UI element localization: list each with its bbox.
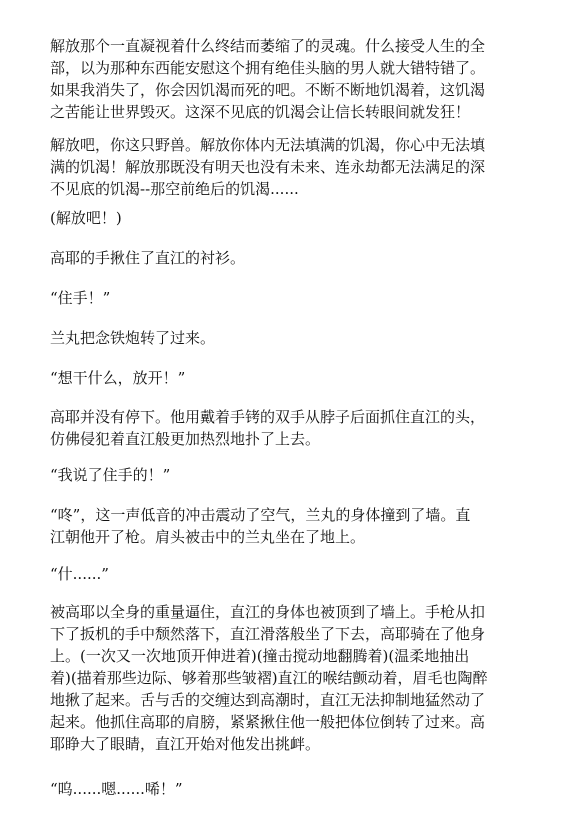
paragraph-11 (50, 563, 550, 585)
text-line: 耶睁大了眼睛，直江开始对他发出挑衅。 (50, 735, 321, 753)
paragraph-9 (50, 464, 550, 486)
text-line: 仿佛侵犯着直江般更加热烈地扑了上去。 (50, 430, 321, 448)
text-line: (解放吧！) (50, 209, 122, 227)
paragraph-8 (50, 406, 550, 450)
text-line: 着)(描着那些边际、够着那些皱褶)直江的喉结颤动着，眉毛也陶醉 (50, 669, 488, 687)
text-line: “想干什么，放开！” (50, 369, 186, 387)
text-line: “什......” (50, 565, 109, 583)
text-line: “我说了住手的！” (50, 466, 171, 484)
text-line: 高耶的手揪住了直江的衬衫。 (50, 249, 246, 267)
text-line: 高耶并没有停下。他用戴着手铐的双手从脖子后面抓住直江的头， (50, 408, 486, 426)
text-line: 如果我消失了，你会因饥渴而死的吧。不断不断地饥渴着，这饥渴 (50, 81, 486, 99)
paragraph-13 (50, 778, 550, 800)
paragraph-10 (50, 504, 550, 548)
paragraph-5 (50, 287, 550, 309)
text-line: 满的饥渴！解放那既没有明天也没有未来、连永劫都无法满足的深 (50, 158, 486, 176)
text-line: 上。(一次又一次地顶开伸进着)(撞击搅动地翻腾着)(温柔地抽出 (50, 647, 470, 665)
text-line: 被高耶以全身的重量逼住，直江的身体也被顶到了墙上。手枪从扣 (50, 603, 486, 621)
paragraph-7 (50, 367, 550, 389)
paragraph-12 (50, 601, 550, 755)
text-line: 江朝他开了枪。肩头被击中的兰丸坐在了地上。 (50, 528, 366, 546)
text-line: 下了扳机的手中颓然落下，直江滑落般坐了下去，高耶骑在了他身 (50, 625, 486, 643)
text-line: 地揪了起来。舌与舌的交缠达到高潮时，直江无法抑制地猛然动了 (50, 691, 486, 709)
text-line: 兰丸把念铁炮转了过来。 (50, 329, 216, 347)
text-line: “咚”，这一声低音的冲击震动了空气，兰丸的身体撞到了墙。直 (50, 506, 471, 524)
text-line: 之苦能让世界毁灭。这深不见底的饥渴会让信长转眼间就发狂！ (50, 103, 471, 121)
text-line: 部，以为那种东西能安慰这个拥有绝佳头脑的男人就大错特错了。 (50, 59, 486, 77)
paragraph-3 (50, 207, 550, 229)
paragraph-6 (50, 327, 550, 349)
text-line: “住手！” (50, 289, 111, 307)
paragraph-2 (50, 134, 550, 200)
text-line: “呜......嗯......唏！” (50, 780, 183, 798)
paragraph-1 (50, 35, 550, 123)
text-line: 解放那个一直凝视着什么终结而萎缩了的灵魂。什么接受人生的全 (50, 37, 486, 55)
text-line: 起来。他抓住高耶的肩膀，紧紧揪住他一般把体位倒转了过来。高 (50, 713, 486, 731)
text-line: 解放吧，你这只野兽。解放你体内无法填满的饥渴，你心中无法填 (50, 136, 486, 154)
paragraph-4 (50, 247, 550, 269)
text-line: 不见底的饥渴--那空前绝后的饥渴...... (50, 180, 299, 198)
